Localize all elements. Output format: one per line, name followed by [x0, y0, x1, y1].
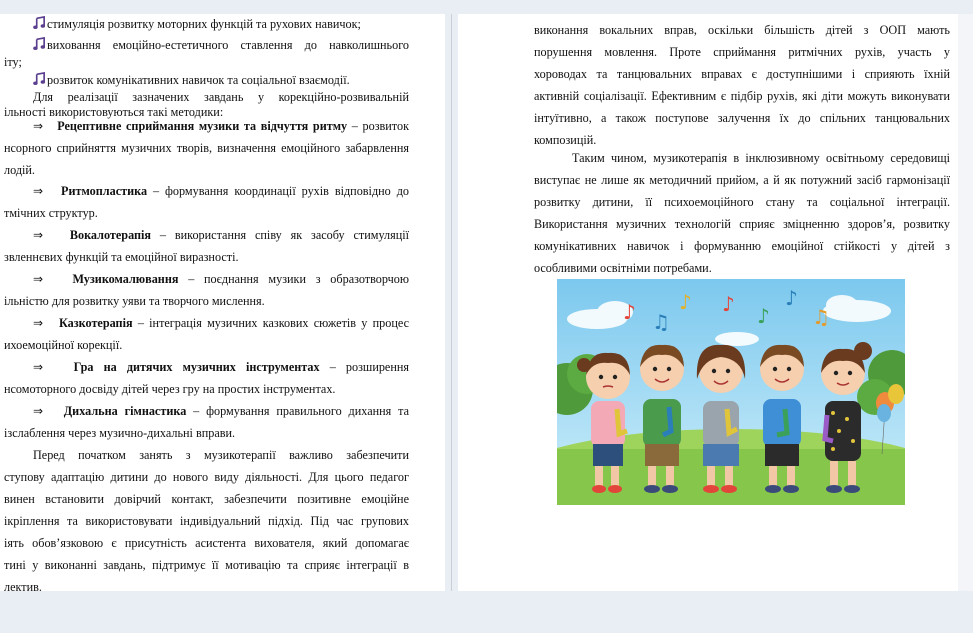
- svg-text:♫: ♫: [812, 305, 830, 329]
- svg-text:♪: ♪: [722, 292, 735, 316]
- method-continuation: ільністю для розвитку уяви та творчого мислення.: [4, 294, 265, 308]
- paragraph-line: винен встановити довірчий контакт, забезпечити позитивне емоційне: [4, 492, 409, 506]
- arrow-icon: ⇒: [33, 228, 44, 242]
- paragraph-line: розвитку дитини, її психоемоційного стану та соціальної інтеграції.: [534, 195, 950, 209]
- method-continuation: нсорного сприйняття музичних творів, визначення емоційного забарвлення: [4, 141, 409, 155]
- music-note-icon: [33, 16, 46, 30]
- method-continuation: нсомоторного досвіду дітей через гру на простих інструментах.: [4, 382, 336, 396]
- intro-line: Для реалізації зазначених завдань у корекційно-розвивальній: [33, 90, 409, 104]
- method-heading: [33, 268, 409, 290]
- method-heading: [33, 356, 409, 378]
- paragraph-line: ступову адаптацію дитини до нового виду діяльності. Для цього педагог: [4, 470, 409, 484]
- paragraph-line: Використання музичних технологій сприяє зміцненню здоров’я, розвитку: [534, 217, 950, 231]
- bullet-text: розвиток комунікативних навичок та соціальної взаємодії.: [47, 73, 350, 87]
- svg-text:♪: ♪: [785, 286, 798, 310]
- paragraph-line: активній соціалізації. Ефективним є підбір рухів, які діти можуть виконувати: [534, 89, 950, 103]
- bullet-continuation: іту;: [4, 55, 22, 69]
- method-name: Ритмопластика: [61, 184, 148, 198]
- method-name: Казкотерапія: [58, 316, 133, 330]
- paragraph-line: ікріплення та використовувати індивідуальний підхід. Під час групових: [4, 514, 409, 528]
- method-name: Дихальна гімнастика: [63, 404, 187, 418]
- intro-line: ільності використовуються такі методики:: [4, 105, 224, 119]
- paragraph-line: Перед початком занять з музикотерапії важливо забезпечити: [33, 448, 409, 462]
- arrow-icon: ⇒: [33, 119, 44, 133]
- svg-text:♪: ♪: [679, 290, 692, 314]
- music-note-icon: [33, 37, 46, 51]
- method-heading: [33, 224, 409, 246]
- paragraph-line: іять обов’язковою є присутність асистента вихователя, який допомагає: [4, 536, 409, 550]
- svg-text:♪: ♪: [623, 300, 636, 324]
- method-continuation: лодій.: [4, 163, 35, 177]
- paragraph-line: виступає не лише як методичний прийом, а й як потужний засіб гармонізації: [534, 173, 950, 187]
- method-heading: [33, 400, 409, 422]
- document-page-left: [0, 14, 445, 591]
- method-desc: – використання співу як засобу стимуляції: [151, 228, 409, 242]
- method-heading: [33, 312, 409, 334]
- paragraph-line: комунікативних навичок і формуванню емоційної стійкості у дітей з: [534, 239, 950, 253]
- method-heading: [33, 180, 409, 202]
- paragraph-line: Таким чином, музикотерапія в інклюзивному освітньому середовищі: [572, 151, 950, 165]
- arrow-icon: ⇒: [33, 316, 44, 330]
- paragraph-line: тині у виконанні завдань, підтримує її мотивацію та сприяє інтеграції в: [4, 558, 409, 572]
- method-desc: – розвиток: [347, 119, 409, 133]
- bullet-item: [33, 14, 361, 35]
- method-name: Гра на дитячих музичних інструментах: [73, 360, 320, 374]
- bullet-item: [33, 34, 409, 56]
- paragraph-line: лектив.: [4, 580, 42, 591]
- arrow-icon: ⇒: [33, 360, 44, 374]
- bullet-text: стимуляція розвитку моторних функцій та рухових навичок;: [47, 17, 361, 31]
- method-name: Рецептивне сприймання музики та відчуття ритму: [57, 119, 348, 133]
- paragraph-line: хороводах та танцювальних вправах є доступнішими і сприяють їхній: [534, 67, 950, 81]
- arrow-icon: ⇒: [33, 184, 44, 198]
- method-desc: – формування правильного дихання та: [186, 404, 409, 418]
- method-continuation: ізслаблення через музично-дихальні вправи.: [4, 426, 236, 440]
- method-continuation: тмічних структур.: [4, 206, 98, 220]
- method-continuation: ихоемоційної корекції.: [4, 338, 123, 352]
- method-desc: – інтеграція музичних казкових сюжетів у процес: [132, 316, 410, 330]
- arrow-icon: ⇒: [33, 272, 44, 286]
- method-desc: – поєднання музики з образотворчою: [178, 272, 409, 286]
- scroll-area[interactable]: [958, 14, 973, 591]
- paragraph-line: виконання вокальних вправ, оскільки більшість дітей з ООП мають: [534, 23, 950, 37]
- paragraph-line: особливими освітніми потребами.: [534, 261, 712, 275]
- page-divider: [451, 14, 452, 591]
- method-continuation: звленнєвих функцій та емоційної виразності.: [4, 250, 239, 264]
- method-desc: – розширення: [319, 360, 409, 374]
- music-note-icon: [33, 72, 46, 86]
- method-name: Вокалотерапія: [69, 228, 152, 242]
- bullet-text: виховання емоційно-естетичного ставлення до навколишнього: [47, 38, 409, 52]
- arrow-icon: ⇒: [33, 404, 44, 418]
- svg-text:♫: ♫: [652, 310, 670, 334]
- method-name: Музикомалювання: [72, 272, 179, 286]
- method-desc: – формування координації рухів відповідно до: [147, 184, 409, 198]
- paragraph-line: інтуїтивно, а також поступове залучення їх до спільних танцювальних: [534, 111, 950, 125]
- method-heading: [33, 115, 409, 137]
- children-music-illustration: [557, 279, 905, 505]
- paragraph-line: композицій.: [534, 133, 597, 147]
- svg-text:♪: ♪: [757, 304, 770, 328]
- paragraph-line: порушення мовлення. Проте сприймання ритмічних рухів, участь у: [534, 45, 950, 59]
